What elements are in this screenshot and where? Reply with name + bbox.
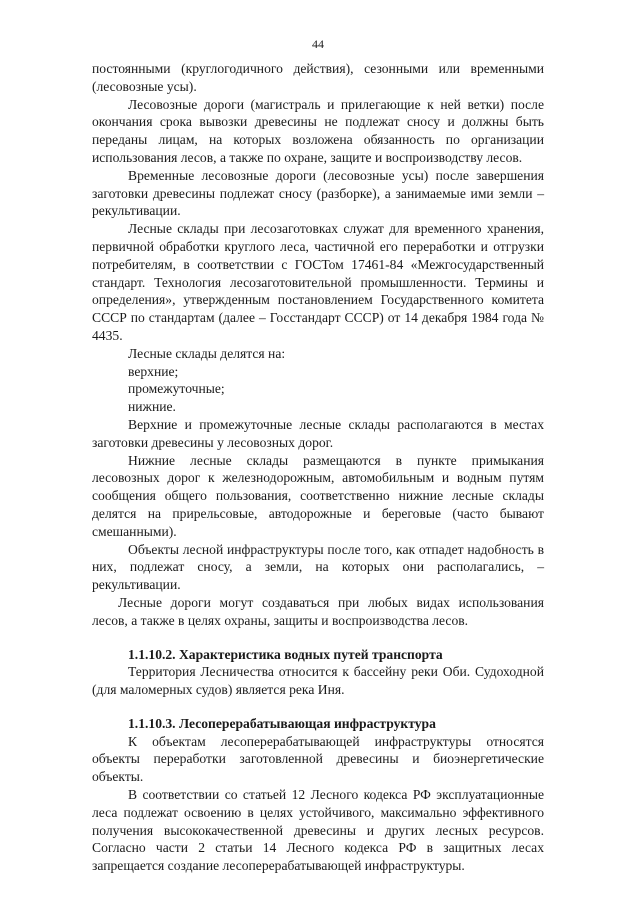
paragraph-forest-roads: Лесные дороги могут создаваться при любых видах использования лесов, а также в целях охраны, защиты и воспроизводства лесов. <box>92 594 544 628</box>
section-heading-wood-processing: 1.1.10.3. Лесоперерабатывающая инфраструктура <box>128 715 436 731</box>
paragraph-yards-divided: Лесные склады делятся на: <box>128 345 286 361</box>
list-item-upper: верхние; <box>128 363 179 379</box>
spacer <box>92 630 544 646</box>
list-item-lower: нижние. <box>128 399 176 415</box>
paragraph-logging-roads: Лесовозные дороги (магистраль и прилегающие к ней ветки) после окончания срока вывозки древесины не подлежат сносу и должны быть переданы лицам, на которых возложена обязанность по организации использования лесов, а также по охране, защите и воспроизводству лесов. <box>92 96 544 165</box>
paragraph-processing-objects: К объектам лесоперерабатывающей инфраструктуры относятся объекты переработки заготовленной древесины и биоэнергетические объекты. <box>92 733 544 785</box>
paragraph-forest-code: В соответствии со статьей 12 Лесного кодекса РФ эксплуатационные леса подлежат освоению в целях устойчивого, максимально эффективного получения высококачественной древесины и других лесных ресурсов. Согласно части 2 статьи 14 Лесного кодекса РФ в защитных лесах запрещается создание лесоперерабатывающей инфраструктуры. <box>92 787 544 874</box>
spacer <box>92 699 544 715</box>
paragraph-lower-yards: Нижние лесные склады размещаются в пункте примыкания лесовозных дорог к железнодорожным, автомобильным и водным путям сообщения общего пользования, соответственно нижние лесные склады делятся на прирельсовые, автодорожные и береговые (часто бывают смешанными). <box>92 452 544 539</box>
paragraph-upper-intermediate-yards: Верхние и промежуточные лесные склады располагаются в местах заготовки древесины у лесовозных дорог. <box>92 416 544 450</box>
paragraph-timber-yards: Лесные склады при лесозаготовках служат для временного хранения, первичной обработки круглого леса, частичной его переработки и отгрузки потребителям, в соответствии с ГОСТом 17461-84 «Межгосударственный стандарт. Технология лесозаготовительной промышленности. Термины и определения», утвержденным постановлением Государственного комитета СССР по стандартам (далее – Госстандарт СССР) от 14 декабря 1984 года № 4435. <box>92 221 544 343</box>
section-heading-waterways: 1.1.10.2. Характеристика водных путей транспорта <box>128 646 443 662</box>
paragraph-waterways: Территория Лесничества относится к бассейну реки Оби. Судоходной (для маломерных судов) является река Иня. <box>92 664 544 698</box>
paragraph-infrastructure-removal: Объекты лесной инфраструктуры после того, как отпадет надобность в них, подлежат сносу, а земли, на которых они располагались, – рекультивации. <box>92 541 544 593</box>
page-number: 44 <box>312 37 324 51</box>
paragraph-road-types-continuation: постоянными (круглогодичного действия), сезонными или временными (лесовозные усы). <box>92 61 544 94</box>
paragraph-temporary-roads: Временные лесовозные дороги (лесовозные усы) после завершения заготовки древесины подлежат сносу (разборке), а занимаемые ими земли – рекультивации. <box>92 167 544 219</box>
list-item-intermediate: промежуточные; <box>128 381 225 397</box>
